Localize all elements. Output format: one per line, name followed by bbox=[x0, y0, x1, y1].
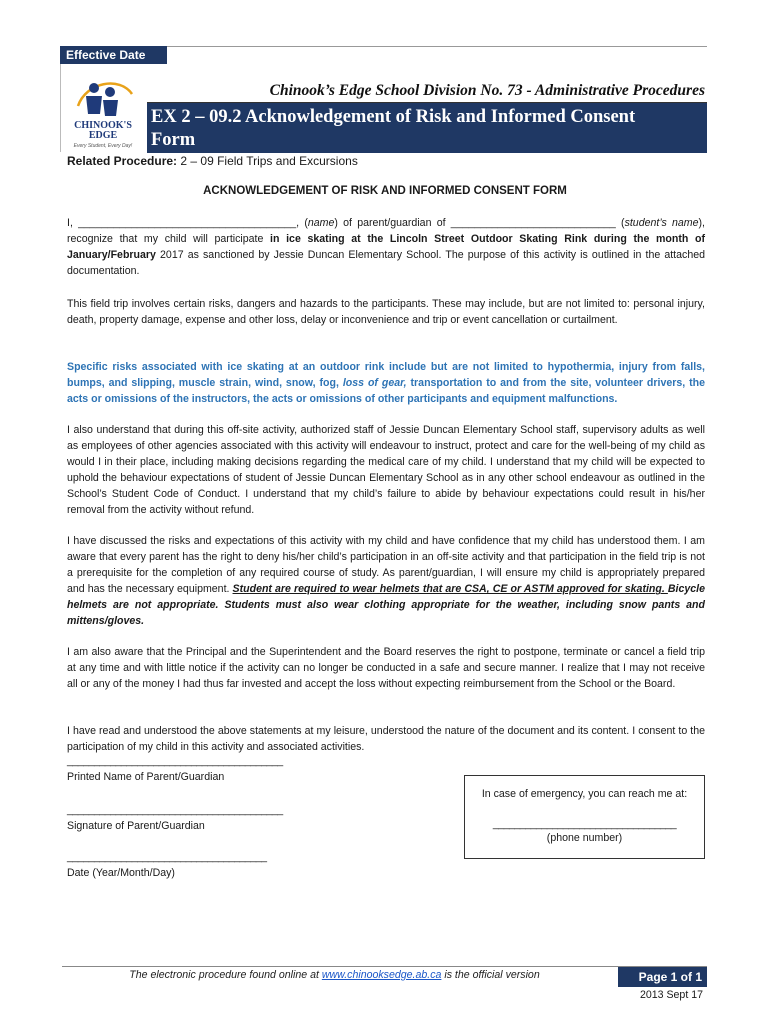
signature-label: Signature of Parent/Guardian bbox=[67, 820, 205, 832]
p1-text-c: ) of parent/guardian of ____________________________ ( bbox=[334, 217, 625, 229]
p5-helmet-requirement: Student are required to wear helmets that are CSA, CE or ASTM approved for skating. bbox=[232, 583, 668, 596]
date-line[interactable]: _____________________________________ bbox=[67, 851, 267, 863]
effective-date-label: Effective Date bbox=[60, 46, 167, 64]
paragraph-expectations bbox=[67, 533, 705, 630]
p1-student-hint: student’s name bbox=[624, 217, 699, 229]
p3-text-a: Specific risks associated with ice skating at an outdoor rink include but are not limited to hypothermia, injury from falls, bumps, and slipping, muscle strain, wind, snow, fog, bbox=[67, 361, 705, 390]
paragraph-cancellation: I am also aware that the Principal and the Superintendent and the Board reserves the right to postpone, terminate or cancel a field trip at any time and with little notice if the activity can no longer be conducted in a safe and secure manner. I realize that I may not receive all or any of the money I had thus far invested and accept the loss without expecting reimbursement from the School or the Board. bbox=[67, 646, 705, 691]
title-line-2: Form bbox=[151, 130, 196, 150]
paragraph-specific-risks bbox=[67, 359, 705, 407]
p1-text-e: ), recognize that my child will participate bbox=[67, 217, 706, 246]
form-heading: ACKNOWLEDGEMENT OF RISK AND INFORMED CONSENT FORM bbox=[203, 185, 567, 197]
p1-text-g: 2017 as sanctioned by Jessie Duncan Elementary School. The purpose of this activity is outlined in the attached documentation. bbox=[67, 249, 705, 278]
footer-note bbox=[62, 969, 607, 981]
p5-text-a: I have discussed the risks and expectations of this activity with my child and have confidence that my child has understood them. I am aware that every parent has the right to deny his/her child’s participation in an off-site activity and that participation in the field trip is not a prerequisite for the completion of any required course of study. As parent/guardian, I will ensure my child is appropriately prepared and has the necessary equipment. bbox=[67, 535, 705, 596]
website-link[interactable]: www.chinooksedge.ab.ca bbox=[321, 969, 442, 981]
paragraph-consent bbox=[67, 215, 705, 279]
footer-text-pre: The electronic procedure found online at bbox=[129, 969, 322, 981]
revision-date: 2013 Sept 17 bbox=[639, 989, 703, 1001]
footer-text-post: is the official version bbox=[441, 969, 540, 981]
svg-text:Every Student, Every Day!: Every Student, Every Day! bbox=[73, 143, 133, 149]
division-name: Chinook’s Edge School Division No. 73 - Administrative Procedures bbox=[269, 82, 705, 99]
paragraph-acknowledgement: I have read and understood the above statements at my leisure, understood the nature of the document and its content. I consent to the participation of my child in this activity and associated activities. bbox=[67, 725, 705, 754]
p3-loss-of-gear: loss of gear, bbox=[342, 377, 407, 390]
date-label: Date (Year/Month/Day) bbox=[67, 867, 175, 879]
p5-clothing: Bicycle helmets are not appropriate. Students must also wear clothing appropriate for the weather, including snow pants and mittens/gloves. bbox=[67, 583, 705, 628]
svg-text:EDGE: EDGE bbox=[88, 130, 118, 141]
header-rule bbox=[167, 46, 707, 47]
phone-label: (phone number) bbox=[546, 832, 623, 844]
header-left-rule bbox=[60, 64, 61, 152]
paragraph-supervision: I also understand that during this off-site activity, authorized staff of Jessie Duncan Elementary School staff, supervisory adults as well as employees of other agencies associated with this activity will endeavour to instruct, protect and care for the well-being of my child as would I in their place, including making decisions regarding the medical care of my child. I understand that my child will be expected to uphold the behaviour expectations of student of Jessie Duncan Elementary School as in any other school endeavour as outlined in the School’s Student Code of Conduct. I understand that my child’s failure to abide by behaviour expectations could result in his/her removal from the activity without refund. bbox=[67, 424, 705, 517]
title-line-1: EX 2 – 09.2 Acknowledgement of Risk and Informed Consent bbox=[151, 107, 636, 127]
printed-name-label: Printed Name of Parent/Guardian bbox=[67, 771, 225, 783]
p3-text-c: transportation to and from the site, volunteer drivers, the acts or omissions of the instructors, the acts or omissions of other participants and equipment malfunctions. bbox=[67, 377, 706, 406]
division-logo bbox=[68, 72, 138, 150]
signature-line[interactable]: ________________________________________ bbox=[67, 804, 283, 816]
related-label: Related Procedure: bbox=[67, 154, 178, 168]
emergency-text: In case of emergency, you can reach me at: bbox=[481, 788, 688, 800]
phone-line[interactable]: __________________________________ bbox=[492, 818, 677, 830]
page-number: Page 1 of 1 bbox=[618, 967, 707, 987]
related-procedure bbox=[67, 154, 358, 168]
p1-activity: in ice skating at the Lincoln Street Outdoor Skating Rink during the month of January/February bbox=[67, 233, 706, 262]
document-title bbox=[147, 103, 707, 153]
p1-text-a: I, _____________________________________, ( bbox=[67, 217, 308, 229]
footer-rule bbox=[62, 966, 707, 967]
paragraph-risks-general: This field trip involves certain risks, dangers and hazards to the participants. These may include, but are not limited to: personal injury, death, property damage, expense and other loss, delay or inconvenience and trip or event cancellation or curtailment. bbox=[67, 298, 705, 327]
emergency-contact-box bbox=[464, 775, 705, 859]
svg-text:CHINOOK'S: CHINOOK'S bbox=[74, 120, 132, 131]
printed-name-line[interactable]: ________________________________________ bbox=[67, 755, 283, 767]
related-value: 2 – 09 Field Trips and Excursions bbox=[180, 154, 358, 168]
p1-name-hint: name bbox=[307, 217, 335, 229]
